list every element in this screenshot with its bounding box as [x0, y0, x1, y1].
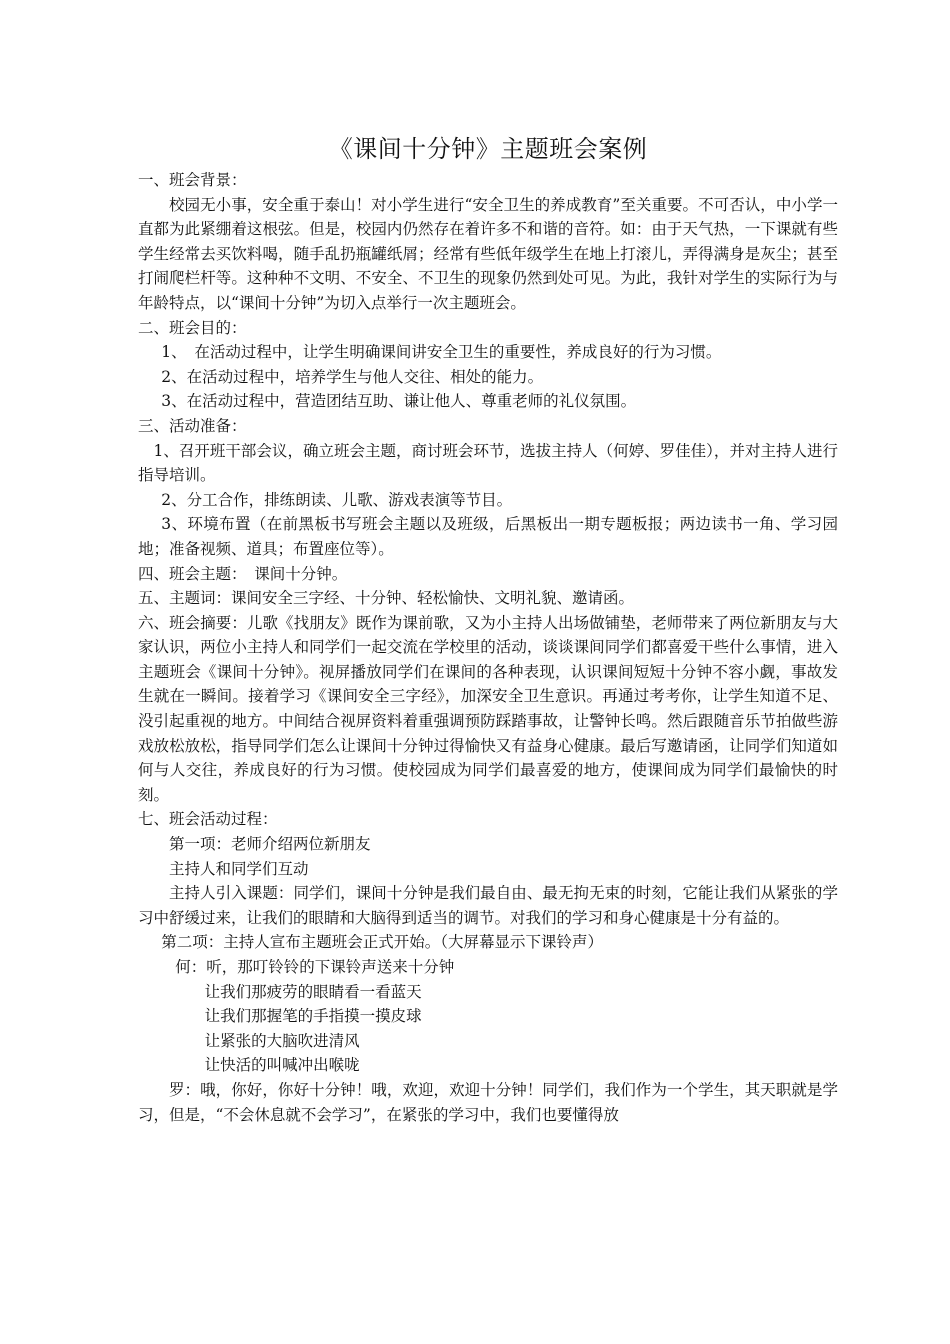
goal-item: 1、 在活动过程中，让学生明确课间讲安全卫生的重要性，养成良好的行为习惯。	[161, 343, 722, 362]
poem-line: 让紧张的大脑吹进清风	[204, 1031, 360, 1050]
poem-line: 让快活的叫喊冲出喉咙	[204, 1056, 360, 1075]
poem-line: 让我们那握笔的手指摸一摸皮球	[204, 1007, 422, 1026]
section-heading-preparation: 三、活动准备：	[138, 416, 247, 435]
goal-item: 3、在活动过程中，营造团结互助、谦让他人、尊重老师的礼仪氛围。	[161, 392, 637, 411]
process-step-1: 第一项：老师介绍两位新朋友	[169, 835, 371, 854]
section-heading-goals: 二、班会目的：	[138, 318, 247, 337]
process-step-1-intro: 主持人引入课题：同学们，课间十分钟是我们最自由、最无拘无束的时刻，它能让我们从紧张的学习中舒缓过来，让我们的眼睛和大脑得到适当的调节。对我们的学习和身心健康是十分有益的。	[138, 884, 838, 927]
background-paragraph: 校园无小事，安全重于泰山！对小学生进行“安全卫生的养成教育”至关重要。不可否认，中小学一直都为此紧绷着这根弦。但是，校园内仍然存在着许多不和谐的音符。如：由于天气热，一下课就有些学生经常去买饮料喝，随手乱扔瓶罐纸屑；经常有些低年级学生在地上打滚儿，弄得满身是灰尘；甚至打闹爬栏杆等。这种种不文明、不安全、不卫生的现象仍然到处可见。为此，我针对学生的实际行为与年龄特点，以“课间十分钟”为切入点举行一次主题班会。	[138, 195, 838, 312]
section-heading-process: 七、班会活动过程：	[138, 810, 278, 829]
section-heading-background: 一、班会背景：	[138, 171, 247, 189]
document-page	[138, 120, 838, 1127]
section-theme: 四、班会主题： 课间十分钟。	[138, 564, 348, 583]
preparation-item: 3、环境布置（在前黑板书写班会主题以及班级，后黑板出一期专题板报；两边读书一角、学习园地；准备视频、道具；布置座位等）。	[138, 515, 838, 558]
document-title: 《课间十分钟》主题班会案例	[328, 135, 648, 163]
section-keywords: 五、主题词：课间安全三字经、十分钟、轻松愉快、文明礼貌、邀请函。	[138, 589, 635, 608]
poem-line: 让我们那疲劳的眼睛看一看蓝天	[204, 982, 422, 1001]
host-luo-line: 罗：哦，你好，你好十分钟！哦，欢迎，欢迎十分钟！同学们，我们作为一个学生，其天职就是学习，但是，“不会休息就不会学习”，在紧张的学习中，我们也要懂得放	[138, 1080, 838, 1124]
process-step-1-interaction: 主持人和同学们互动	[169, 859, 309, 878]
section-summary: 六、班会摘要：儿歌《找朋友》既作为课前歌，又为小主持人出场做铺垫，老师带来了两位新朋友与大家认识，两位小主持人和同学们一起交流在学校里的活动，谈谈课间同学们都喜爱干些什么事情，进入主题班会《课间十分钟》。视屏播放同学们在课间的各种表现，认识课间短短十分钟不容小觑，事故发生就在一瞬间。接着学习《课间安全三字经》，加深安全卫生意识。再通过考考你，让学生知道不足、没引起重视的地方。中间结合视屏资料着重强调预防踩踏事故，让警钟长鸣。然后跟随音乐节拍做些游戏放松放松，指导同学们怎么让课间十分钟过得愉快又有益身心健康。最后写邀请函，让同学们知道如何与人交往，养成良好的行为习惯。使校园成为同学们最喜爱的地方，使课间成为同学们最愉快的时刻。	[138, 613, 838, 804]
host-he-line: 何：听，那叮铃铃的下课铃声送来十分钟	[175, 958, 455, 976]
goal-item: 2、在活动过程中，培养学生与他人交往、相处的能力。	[161, 367, 544, 386]
preparation-item: 2、分工合作，排练朗读、儿歌、游戏表演等节目。	[161, 490, 513, 509]
preparation-item: 1、召开班干部会议，确立班会主题，商讨班会环节，选拔主持人（何婷、罗佳佳），并对主持人进行指导培训。	[138, 441, 838, 485]
process-step-2: 第二项：主持人宣布主题班会正式开始。（大屏幕显示下课铃声）	[161, 933, 604, 952]
